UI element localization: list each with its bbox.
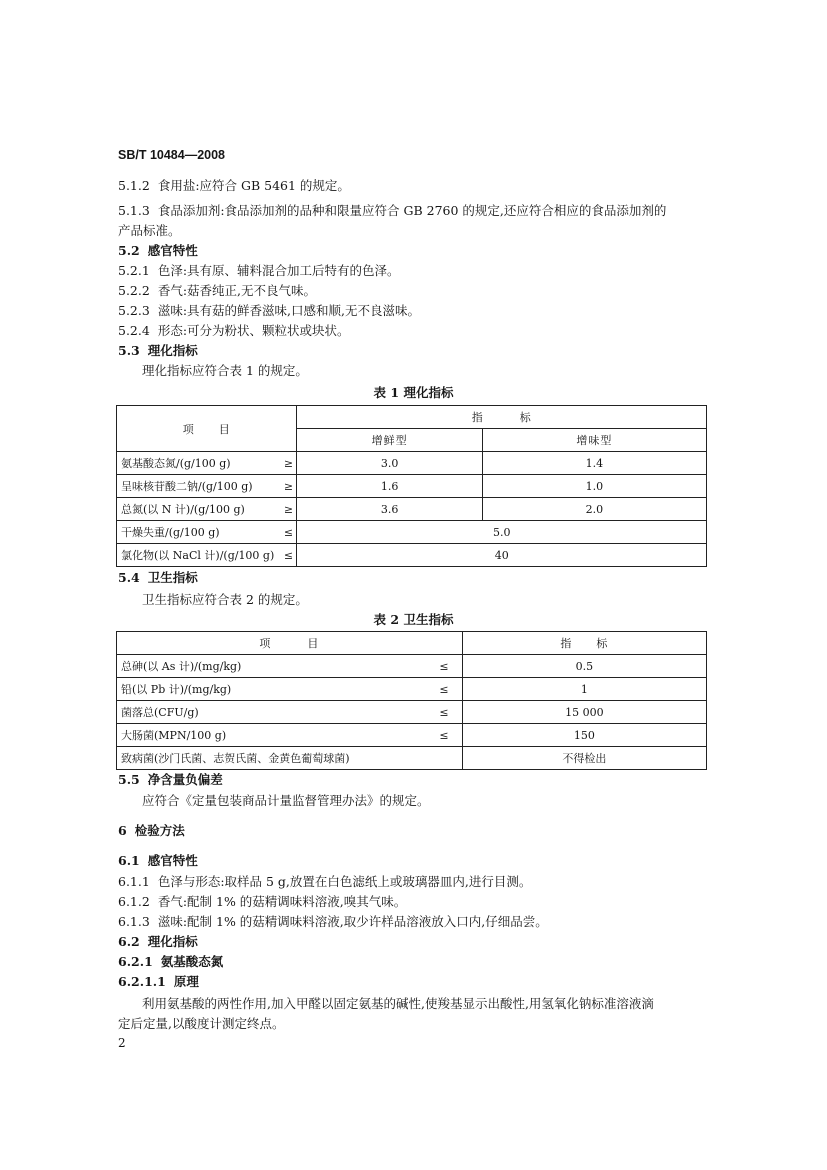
clause-5-3-text: 理化指标应符合表 1 的规定。 — [142, 363, 308, 378]
heading-6-2: 6.2 理化指标 — [118, 934, 198, 949]
table-row: 总氮(以 N 计)/(g/100 g) ≥ 3.6 2.0 — [117, 498, 707, 521]
clause-5-2-2: 5.2.2 香气:菇香纯正,无不良气味。 — [118, 283, 316, 298]
table1-caption: 表 1 理化指标 — [373, 385, 454, 400]
table1-col-b: 增味型 — [482, 429, 706, 452]
table-row: 菌落总(CFU/g) ≤ 15 000 — [117, 701, 707, 724]
table2-col-item: 项 目 — [117, 632, 463, 655]
table2-header-row — [117, 632, 707, 655]
clause-6-1-1: 6.1.1 色泽与形态:取样品 5 g,放置在白色滤纸上或玻璃器皿内,进行目测。 — [118, 874, 532, 889]
clause-5-5-text: 应符合《定量包装商品计量监督管理办法》的规定。 — [142, 793, 430, 808]
table2-hygienic — [116, 631, 707, 770]
table-row: 总砷(以 As 计)/(mg/kg) ≤ 0.5 — [117, 655, 707, 678]
heading-5-2: 5.2 感官特性 — [118, 243, 198, 258]
table2-col-index: 指 标 — [462, 632, 706, 655]
table2-caption: 表 2 卫生指标 — [373, 612, 454, 627]
heading-5-5: 5.5 净含量负偏差 — [118, 772, 223, 787]
table-row: 呈味核苷酸二钠/(g/100 g) ≥ 1.6 1.0 — [117, 475, 707, 498]
heading-6: 6 检验方法 — [118, 823, 185, 838]
table-row: 铅(以 Pb 计)/(mg/kg) ≤ 1 — [117, 678, 707, 701]
table1-col-a: 增鲜型 — [297, 429, 482, 452]
clause-6-1-3: 6.1.3 滋味:配制 1% 的菇精调味料溶液,取少许样品溶液放入口内,仔细品尝。 — [118, 914, 548, 929]
clause-5-1-2: 5.1.2 食用盐:应符合 GB 5461 的规定。 — [118, 178, 350, 193]
heading-5-3: 5.3 理化指标 — [118, 343, 198, 358]
clause-5-4-text: 卫生指标应符合表 2 的规定。 — [142, 592, 308, 607]
heading-6-2-1-1: 6.2.1.1 原理 — [118, 974, 199, 989]
table-row: 氯化物(以 NaCl 计)/(g/100 g) ≤ 40 — [117, 544, 707, 567]
heading-6-1: 6.1 感官特性 — [118, 853, 198, 868]
table-row: 氨基酸态氮/(g/100 g) ≥ 3.0 1.4 — [117, 452, 707, 475]
clause-5-1-3: 5.1.3 食品添加剂:食品添加剂的品种和限量应符合 GB 2760 的规定,还应符合相应的食品添加剂的 — [118, 203, 667, 218]
table1-col-index: 指 标 — [297, 406, 707, 429]
standard-code-header: SB/T 10484—2008 — [118, 148, 226, 162]
page-number: 2 — [118, 1036, 126, 1050]
heading-6-2-1: 6.2.1 氨基酸态氮 — [118, 954, 224, 969]
table1-header-row — [117, 406, 707, 429]
clause-6-2-1-1-cont: 定后定量,以酸度计测定终点。 — [118, 1016, 285, 1031]
heading-5-4: 5.4 卫生指标 — [118, 570, 198, 585]
table-row: 大肠菌(MPN/100 g) ≤ 150 — [117, 724, 707, 747]
clause-6-2-1-1-text: 利用氨基酸的两性作用,加入甲醛以固定氨基的碱性,使羧基显示出酸性,用氢氧化钠标准溶液滴 — [142, 996, 654, 1011]
table-row: 致病菌(沙门氏菌、志贺氏菌、金黄色葡萄球菌) 不得检出 — [117, 747, 707, 770]
clause-6-1-2: 6.1.2 香气:配制 1% 的菇精调味料溶液,嗅其气味。 — [118, 894, 407, 909]
clause-5-1-3-cont: 产品标准。 — [118, 223, 181, 238]
clause-5-2-1: 5.2.1 色泽:具有原、辅料混合加工后特有的色泽。 — [118, 263, 400, 278]
clause-5-2-4: 5.2.4 形态:可分为粉状、颗粒状或块状。 — [118, 323, 350, 338]
table1-physicochemical — [116, 405, 707, 567]
table1-col-item: 项 目 — [117, 406, 297, 452]
clause-5-2-3: 5.2.3 滋味:具有菇的鲜香滋味,口感和顺,无不良滋味。 — [118, 303, 420, 318]
table-row: 干燥失重/(g/100 g) ≤ 5.0 — [117, 521, 707, 544]
